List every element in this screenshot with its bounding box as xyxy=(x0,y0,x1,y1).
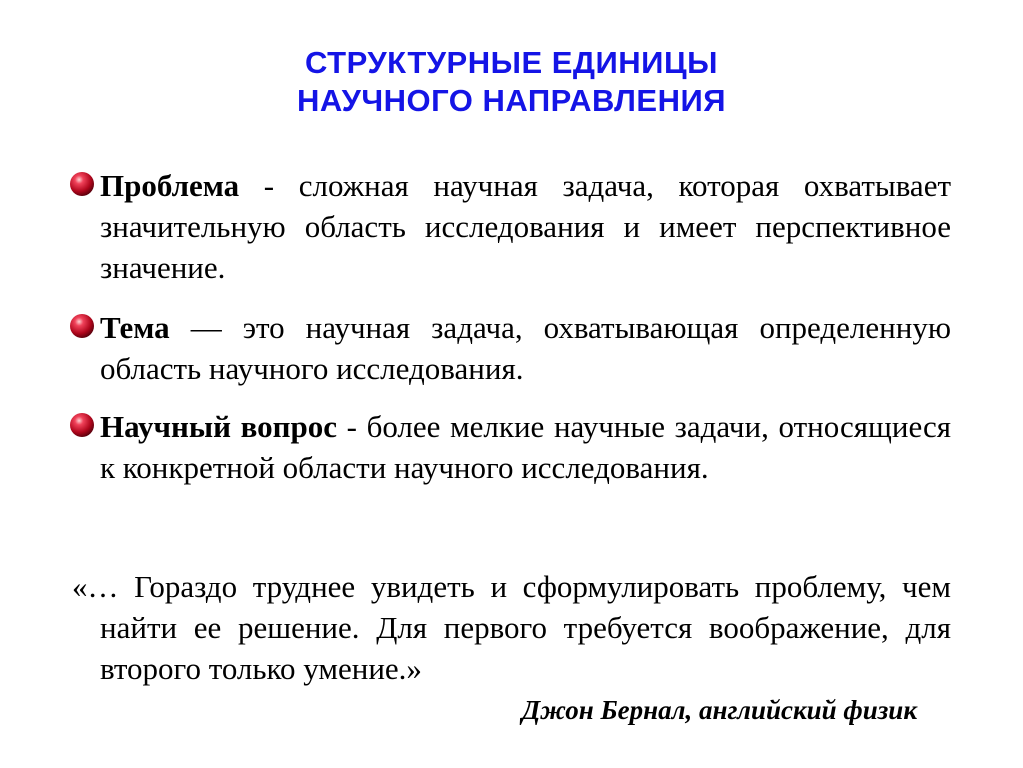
definition-text: — это научная задача, охватывающая определенную область научного исследования. xyxy=(100,310,951,386)
slide-title-line-1: СТРУКТУРНЫЕ ЕДИНИЦЫ xyxy=(305,45,718,80)
slide-title-line-2: НАУЧНОГО НАПРАВЛЕНИЯ xyxy=(296,83,727,118)
red-sphere-bullet-icon xyxy=(68,411,96,439)
definition-term: Научный вопрос xyxy=(100,409,337,444)
red-sphere-bullet-icon xyxy=(68,170,96,198)
definition-term: Проблема xyxy=(100,168,240,203)
slide-title xyxy=(0,44,1023,120)
quote-block xyxy=(72,566,951,689)
definition-item-topic xyxy=(100,307,951,389)
definition-item-scientific-question xyxy=(100,406,951,488)
definition-text: - более мелкие научные задачи, относящиеся к конкретной области научного исследования. xyxy=(100,409,952,485)
definition-item-problem xyxy=(100,165,951,288)
quote-author: Джон Бернал, английский физик xyxy=(521,695,917,725)
red-sphere-bullet-icon xyxy=(68,312,96,340)
quote-text: «… Гораздо труднее увидеть и сформулировать проблему, чем найти ее решение. Для первого требуется воображение, для второго только умение.» xyxy=(72,569,951,686)
definition-text: - сложная научная задача, которая охватывает значительную область исследования и имеет перспективное значение. xyxy=(100,168,951,285)
definition-term: Тема xyxy=(100,310,170,345)
